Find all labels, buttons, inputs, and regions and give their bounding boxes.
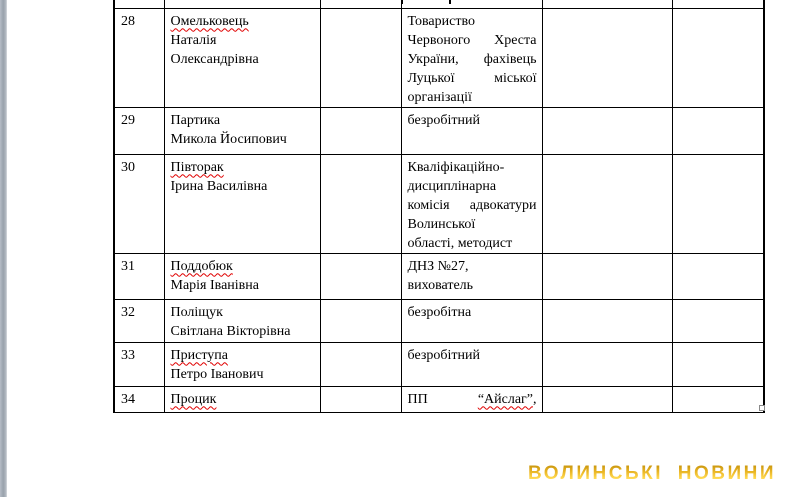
- row-number: 34: [121, 391, 135, 407]
- workplace-cell: [401, 342, 542, 386]
- empty-cell: [542, 253, 672, 299]
- surname: Омельковець: [170, 13, 249, 29]
- name-cell: [164, 253, 320, 299]
- workplace-line: дисциплінарна: [407, 178, 497, 194]
- empty-cell: [542, 107, 672, 154]
- empty-cell: [320, 107, 401, 154]
- workplace-line: ДНЗ №27,: [407, 258, 469, 274]
- table-resize-handle[interactable]: [759, 405, 765, 411]
- row-number-cell: [114, 386, 164, 412]
- document-table: [113, 0, 765, 413]
- empty-cell: [320, 386, 401, 412]
- empty-cell: [672, 386, 764, 412]
- row-number: 31: [121, 258, 135, 274]
- surname: Приступа: [170, 347, 228, 363]
- workplace-line: безробітний: [407, 112, 480, 128]
- empty-cell: [320, 299, 401, 342]
- row-number: 30: [121, 159, 135, 175]
- workplace-line: України, фахівець: [407, 51, 537, 67]
- row-number: 33: [121, 347, 135, 363]
- empty-cell: [672, 253, 764, 299]
- workplace-line: Червоного Хреста: [407, 32, 537, 48]
- name-cell: [164, 107, 320, 154]
- table-row: [114, 342, 764, 386]
- row-number-cell: [114, 154, 164, 253]
- row-number-cell: [114, 253, 164, 299]
- empty-cell: [320, 154, 401, 253]
- workplace-word: ПП: [407, 391, 428, 407]
- empty-cell: [672, 342, 764, 386]
- workplace-line: Кваліфікаційно-: [407, 159, 505, 175]
- surname: Півторак: [170, 159, 224, 175]
- empty-cell: [672, 154, 764, 253]
- name-cell: [164, 386, 320, 412]
- watermark: ВОЛИНСЬКІ НОВИНИ: [528, 463, 777, 484]
- name-cell: [164, 299, 320, 342]
- empty-cell: [320, 8, 401, 107]
- table-row-partial: [114, 0, 764, 8]
- workplace-cell: [401, 386, 542, 412]
- empty-cell: [320, 342, 401, 386]
- empty-cell: [672, 8, 764, 107]
- table-row: [114, 386, 764, 412]
- name-cell: [164, 154, 320, 253]
- app-margin-strip: [0, 0, 7, 497]
- table-row: [114, 154, 764, 253]
- row-number-cell: [114, 342, 164, 386]
- first-name: Наталія: [170, 32, 217, 48]
- empty-cell: [542, 342, 672, 386]
- surname: Партика: [170, 112, 221, 128]
- row-number-cell: [114, 107, 164, 154]
- workplace-line: організації: [407, 89, 472, 105]
- empty-cell: [542, 386, 672, 412]
- surname: Поліщук: [170, 304, 223, 320]
- workplace-line: Товариство: [407, 13, 475, 29]
- workplace-word: “Айслаг”,: [477, 391, 537, 407]
- patronymic: Олександрівна: [170, 51, 259, 67]
- first-name: Микола Йосипович: [170, 131, 287, 147]
- table-row: [114, 253, 764, 299]
- workplace-cell: [401, 299, 542, 342]
- workplace-cell: [401, 253, 542, 299]
- first-name: Ірина Василівна: [170, 178, 268, 194]
- surname: Поддобюк: [170, 258, 233, 274]
- empty-cell: [672, 107, 764, 154]
- first-name: Світлана Вікторівна: [170, 323, 291, 339]
- workplace-line: Луцької міської: [407, 70, 537, 86]
- empty-cell: [320, 253, 401, 299]
- workplace-cell: [401, 8, 542, 107]
- workplace-line: [408, 390, 537, 409]
- table-row: [114, 107, 764, 154]
- workplace-cell: [401, 107, 542, 154]
- empty-cell: [672, 299, 764, 342]
- table-row: [114, 8, 764, 107]
- first-name: Марія Іванівна: [170, 277, 259, 293]
- row-number-cell: [114, 299, 164, 342]
- workplace-line: безробітний: [407, 347, 480, 363]
- first-name: Петро Іванович: [170, 366, 264, 382]
- surname: Процик: [170, 391, 217, 407]
- workplace-line: безробітна: [407, 304, 472, 320]
- row-number: 32: [121, 304, 135, 320]
- empty-cell: [542, 299, 672, 342]
- empty-cell: [542, 154, 672, 253]
- table-row: [114, 299, 764, 342]
- empty-cell: [542, 8, 672, 107]
- row-number: 29: [121, 112, 135, 128]
- workplace-cell: [401, 154, 542, 253]
- row-number-cell: [114, 8, 164, 107]
- workplace-line: вихователь: [407, 277, 474, 293]
- workplace-line: Волинської: [407, 216, 476, 232]
- workplace-line: області, методист: [407, 235, 513, 251]
- workplace-line: комісія адвокатури: [407, 197, 537, 213]
- name-cell: [164, 8, 320, 107]
- name-cell: [164, 342, 320, 386]
- row-number: 28: [121, 13, 135, 29]
